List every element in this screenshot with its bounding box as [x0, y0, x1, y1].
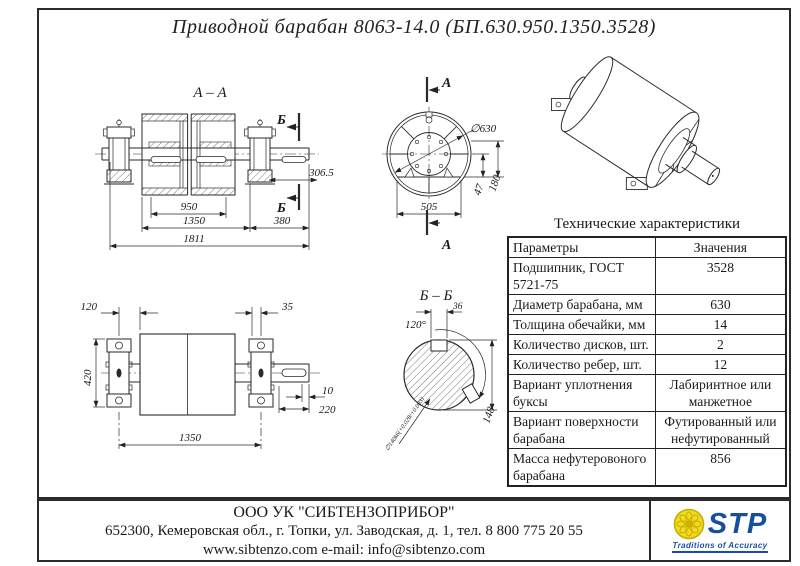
bearing-block-right [248, 339, 274, 407]
isometric-view [532, 42, 740, 227]
spec-col-param: Параметры [508, 237, 655, 258]
spec-col-value: Значения [655, 237, 786, 258]
svg-text:36: 36 [453, 302, 463, 312]
section-aa-label: А – А [193, 85, 227, 101]
svg-text:∅630: ∅630 [470, 123, 497, 135]
stp-emblem-icon [673, 508, 705, 540]
svg-text:1811: 1811 [183, 233, 205, 245]
spec-header-row [508, 237, 786, 258]
table-row [508, 449, 786, 487]
svg-text:148: 148 [480, 405, 498, 426]
title-block-footer [37, 499, 791, 562]
table-row [508, 375, 786, 412]
end-view [382, 76, 504, 253]
front-view [81, 301, 337, 449]
table-row [508, 295, 786, 315]
drawing-title: Приводной барабан 8063-14.0 (БП.630.950.1350.3528) [172, 16, 656, 38]
table-row [508, 315, 786, 335]
keyway-top [431, 340, 447, 351]
svg-text:306.5: 306.5 [309, 167, 334, 179]
svg-text:220: 220 [319, 404, 336, 416]
svg-text:180: 180 [486, 173, 504, 194]
bearing-block-left [106, 339, 132, 407]
bearing-right [245, 119, 276, 184]
spec-table [507, 236, 787, 487]
drawing-frame [37, 8, 791, 499]
table-row [508, 258, 786, 295]
section-bb-label: Б – Б [419, 288, 453, 304]
svg-text:Б: Б [277, 113, 286, 128]
spec-value: Футированный или нефутированный [655, 412, 786, 449]
spec-value: 3528 [655, 258, 786, 295]
svg-text:47: 47 [471, 182, 487, 198]
svg-text:Б: Б [277, 201, 286, 216]
spec-value: 12 [655, 355, 786, 375]
table-row [508, 335, 786, 355]
logo-box [651, 501, 789, 560]
company-address: 652300, Кемеровская обл., г. Топки, ул. Заводская, д. 1, тел. 8 800 775 20 55 [105, 523, 583, 539]
spec-value: Лабиринтное или манжетное [655, 375, 786, 412]
cut-mark-b-bottom [276, 184, 299, 216]
stp-logo-text: STP [707, 508, 768, 540]
svg-text:505: 505 [420, 201, 438, 213]
svg-text:1350: 1350 [183, 215, 205, 227]
spec-value: 630 [655, 295, 786, 315]
bearing-left [104, 119, 135, 184]
svg-text:35: 35 [282, 301, 293, 313]
svg-text:10: 10 [322, 385, 333, 397]
section-bb-view [384, 288, 498, 452]
keyway-slot [282, 369, 306, 377]
spec-param: Диаметр барабана, мм [508, 295, 655, 315]
svg-text:120: 120 [80, 301, 97, 313]
spec-table-title: Технические характеристики [553, 216, 741, 232]
company-web: www.sibtenzo.com e-mail: info@sibtenzo.com [202, 542, 486, 558]
spec-param: Масса нефутеровоного барабана [508, 449, 655, 487]
cut-mark-b-top [276, 113, 299, 141]
cut-mark-a-bottom [427, 210, 451, 253]
spec-value: 2 [655, 335, 786, 355]
cut-mark-a-top [427, 76, 451, 102]
spec-param: Вариант поверхности барабана [508, 412, 655, 449]
svg-text:420: 420 [82, 369, 94, 386]
svg-text:120°: 120° [405, 319, 426, 331]
spec-param: Количество дисков, шт. [508, 335, 655, 355]
section-aa-view [95, 85, 334, 250]
spec-param: Подшипник, ГОСТ 5721-75 [508, 258, 655, 295]
stp-logo-tagline: Traditions of Accuracy [672, 541, 767, 553]
spec-param: Количество ребер, шт. [508, 355, 655, 375]
spec-value: 14 [655, 315, 786, 335]
svg-text:∅140k6(+0.028/+0.003): ∅140k6(+0.028/+0.003) [383, 395, 427, 453]
company-info [39, 501, 651, 560]
svg-text:950: 950 [180, 201, 198, 213]
table-row [508, 412, 786, 449]
svg-text:1350: 1350 [179, 432, 201, 444]
svg-text:А: А [442, 76, 452, 91]
svg-text:380: 380 [273, 215, 291, 227]
keyway-slot [282, 157, 306, 163]
keyway-slot [151, 157, 181, 163]
spec-param: Вариант уплотнения буксы [508, 375, 655, 412]
keyway-slot [196, 157, 226, 163]
spec-param: Толщина обечайки, мм [508, 315, 655, 335]
table-row [508, 355, 786, 375]
svg-text:А: А [442, 238, 452, 253]
company-name: ООО УК "СИБТЕНЗОПРИБОР" [233, 504, 455, 521]
spec-panel [507, 216, 787, 487]
spec-value: 856 [655, 449, 786, 487]
